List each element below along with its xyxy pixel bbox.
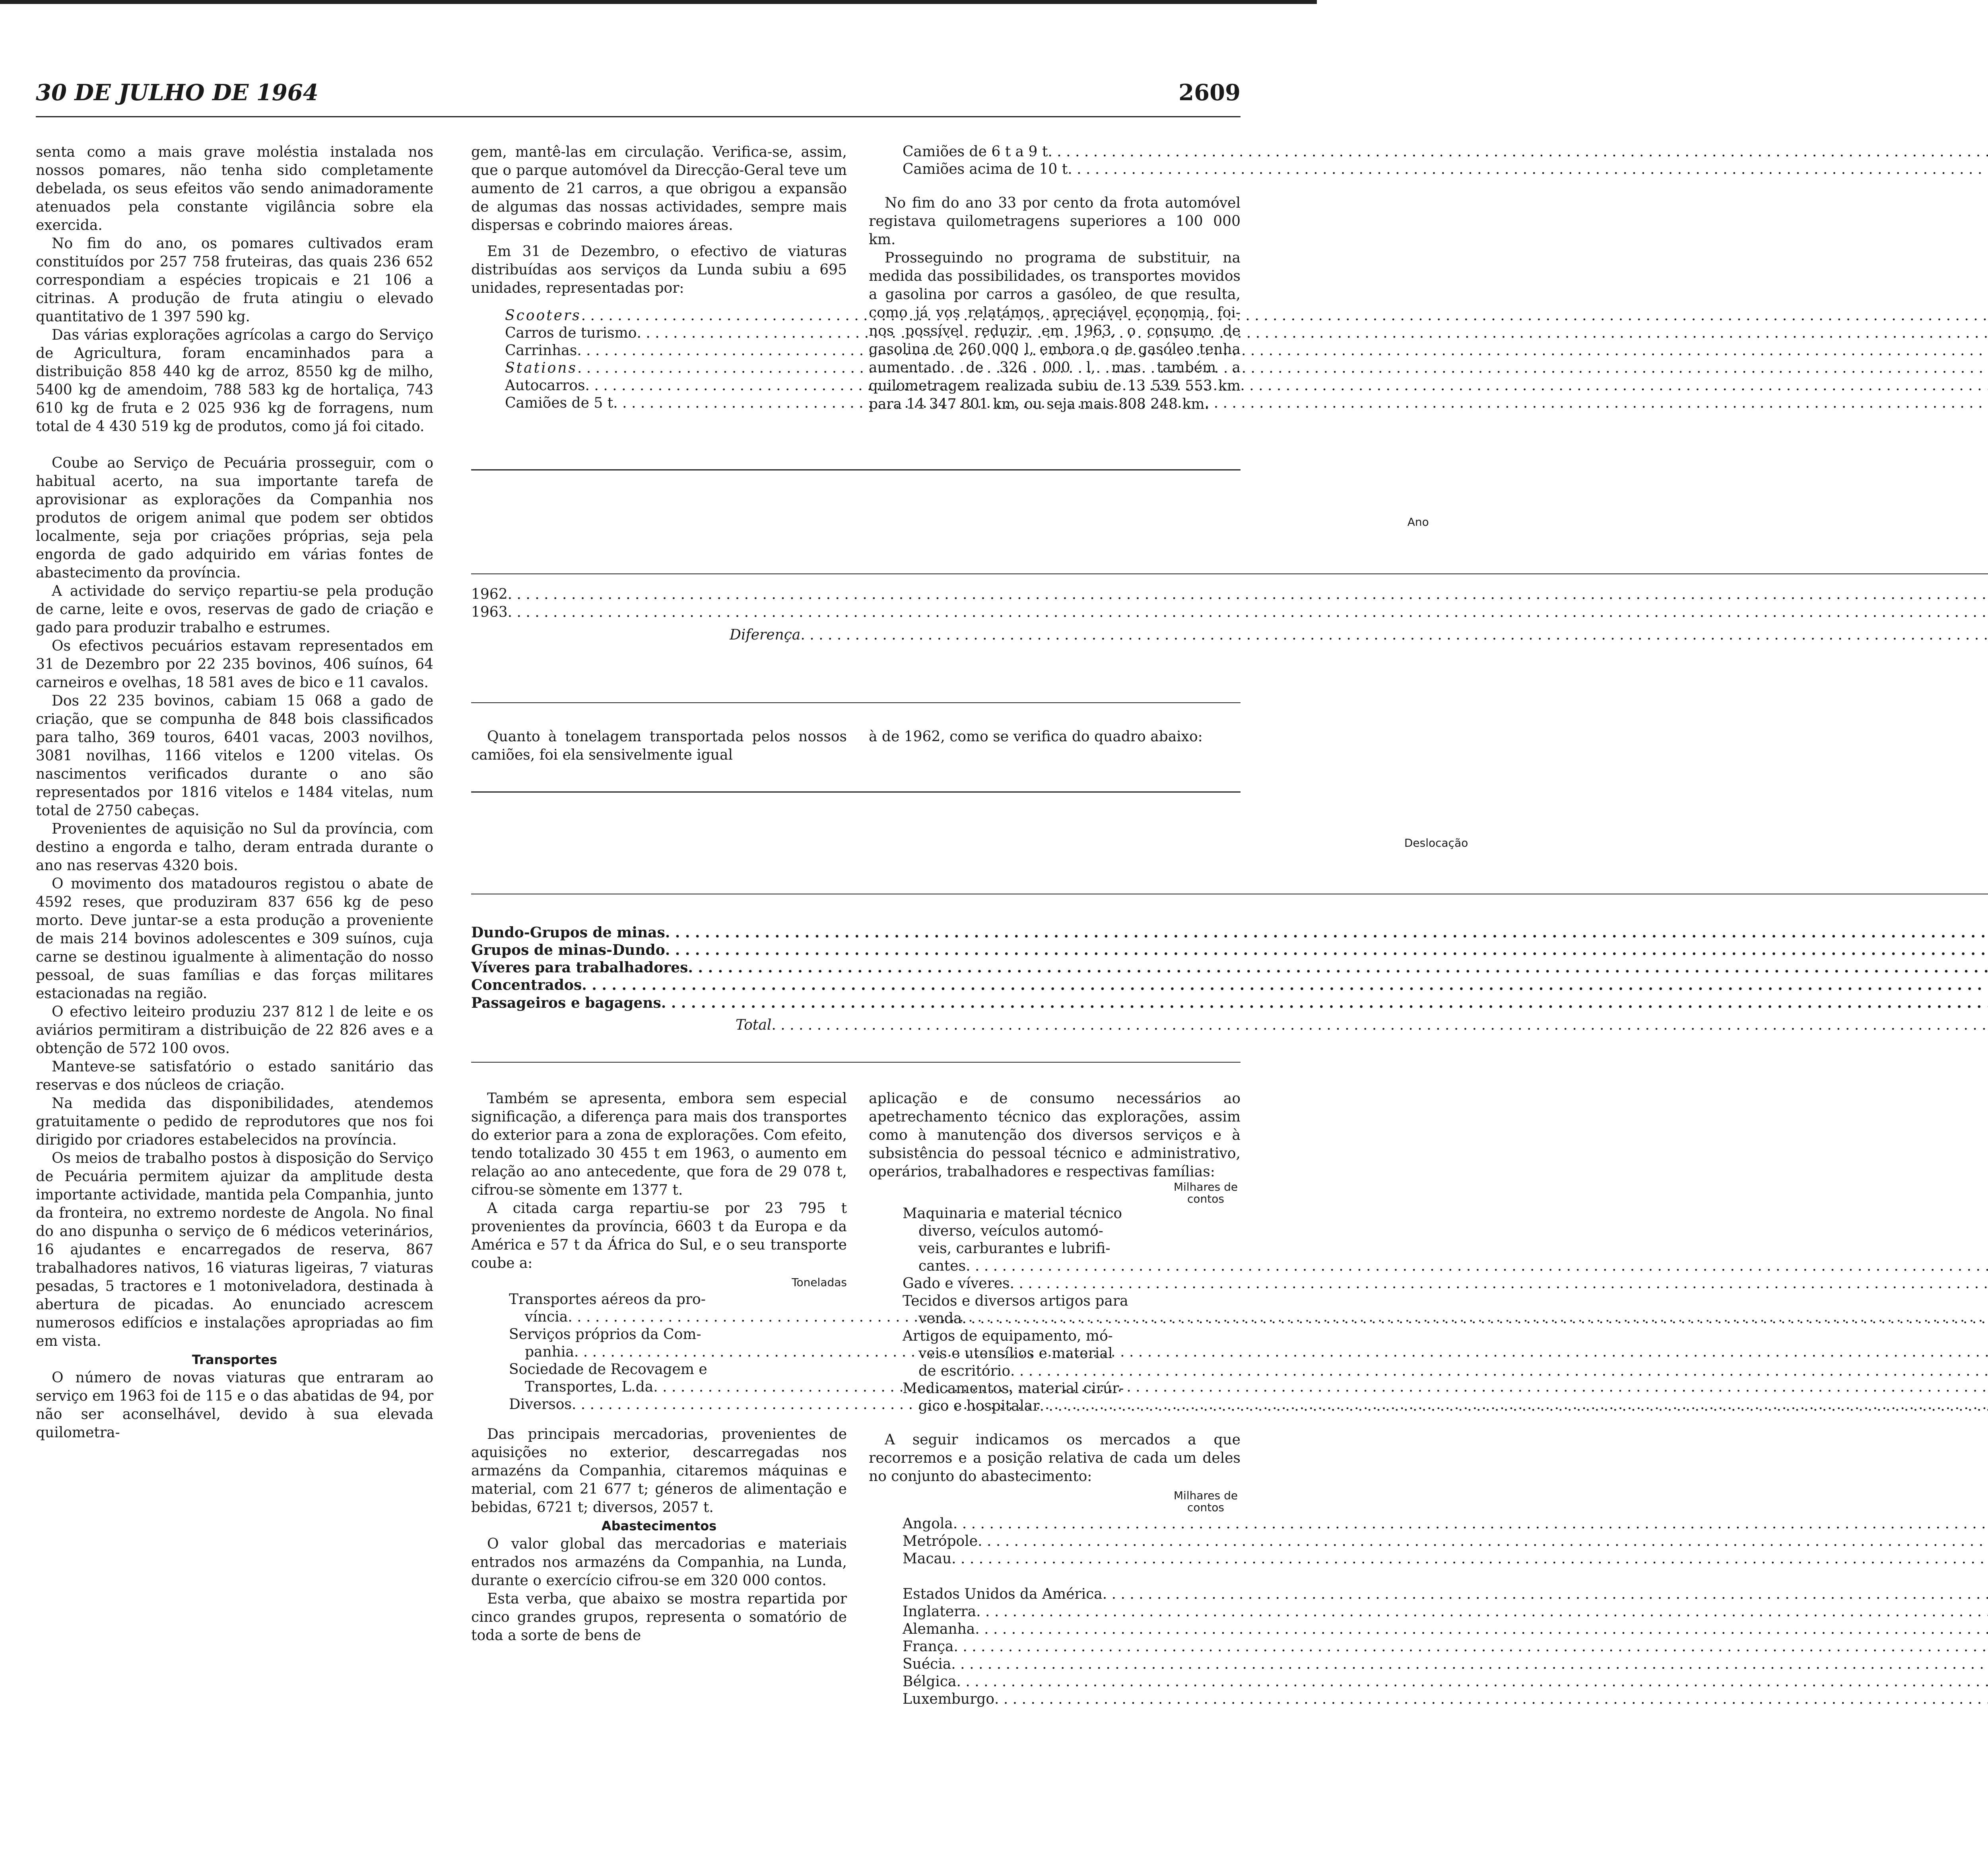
table-row: Passageiros e bagagens . . . bbox=[471, 994, 1988, 1012]
list-item: de escritório . . . bbox=[903, 1362, 1988, 1380]
paragraph: No fim do ano, os pomares cultivados eram constituídos por 257 758 fruteiras, das quais 236 652 correspondiam a espécies tropicais e 21 106 a citrinas. A produção de fruta atingiu o elevado quantitativo de 1 397 590 kg. bbox=[36, 235, 433, 325]
list-item: Transportes, L.da . . . bbox=[509, 1378, 1988, 1396]
list-item: Camiões acima de 10 t . . . bbox=[903, 161, 1988, 178]
list-item: cantes . . . bbox=[903, 1257, 1988, 1275]
list-item: Autocarros . . . bbox=[505, 377, 1988, 395]
column-2-bottom bbox=[471, 1090, 847, 1645]
paragraph: O efectivo leiteiro produziu 237 812 l de leite e os aviários permitiram a distribuição de 22 826 aves e a obtenção de 572 100 ovos. bbox=[36, 1004, 433, 1057]
tonelagem-right bbox=[869, 728, 1241, 746]
list-item: Sociedade de Recovagem e bbox=[509, 1361, 707, 1378]
paragraph: Esta verba, que abaixo se mostra repartida por cinco grandes grupos, representa o somatório de toda a sorte de bens de bbox=[471, 1591, 847, 1644]
paragraph: A actividade do serviço repartiu-se pela produção de carne, leite e ovos, reservas de gado de criação e gado para produzir trabalho e estrumes. bbox=[36, 583, 433, 636]
header-date: 30 DE JULHO DE 1964 bbox=[36, 80, 318, 106]
paragraph: Coube ao Serviço de Pecuária prosseguir, com o habitual acerto, na sua importante tarefa de aprovisionar as explorações da Companhia nos produtos de origem animal que podem ser obtidos localmente, seja por criações próprias, seja pela engorda de gado adquirido em várias fontes de abastecimento da província. bbox=[36, 455, 433, 581]
list-item: venda . . . bbox=[903, 1310, 1988, 1327]
column-3-top bbox=[869, 143, 1241, 414]
page-header bbox=[36, 80, 1241, 107]
paragraph: senta como a mais grave moléstia instalada nos nossos pomares, não tenha sido completamente debelada, os seus efeitos vão sendo animadoramente atenuados pela constante vigilância sobre ela exercida. bbox=[36, 144, 433, 233]
column-2-top bbox=[471, 143, 847, 412]
section-title-abastecimentos: Abastecimentos bbox=[601, 1518, 717, 1533]
paragraph: gem, mantê-las em circulação. Verifica-se, assim, que o parque automóvel da Direcção-Geral teve um aumento de 21 carros, a que obrigou a expansão de algumas das nossas actividades, sempre mais dispersas e cobrindo maiores áreas. bbox=[471, 144, 847, 233]
table-row-total: Total . . . bbox=[471, 1012, 1988, 1039]
list-item: Serviços próprios da Com- bbox=[509, 1326, 701, 1343]
markets-list bbox=[903, 1515, 1988, 1708]
table-row: Grupos de minas-Dundo . . . bbox=[471, 941, 1988, 959]
list-item: Tecidos e diversos artigos para bbox=[903, 1293, 1128, 1309]
top-scan-edge bbox=[0, 0, 1317, 4]
vehicle-list-cont bbox=[903, 143, 1988, 178]
list-item: Medicamentos, material cirúr- bbox=[903, 1380, 1124, 1397]
paragraph: Também se apresenta, embora sem especial significação, a diferença para mais dos transportes do exterior para a zona de explorações. Com efeito, tendo totalizado 30 455 t em 1963, o aumento em relação ao ano antecedente, que fora de 29 078 t, cifrou-se sòmente em 1377 t. bbox=[471, 1090, 847, 1198]
list-item: Camiões de 6 t a 9 t . . . bbox=[903, 143, 1988, 161]
paragraph: O número de novas viaturas que entraram ao serviço em 1963 foi de 115 e o das abatidas de 94, por não ser aconselhável, devido à sua elevada quilometra- bbox=[36, 1370, 433, 1441]
paragraph: Dos 22 235 bovinos, cabiam 15 068 a gado de criação, que se compunha de 848 bois classificados para talho, 369 touros, 6401 vacas, 2003 novilhos, 3081 novilhas, 1166 vitelos e 1200 vitelas. Os nascimentos verificados durante o ano são representados por 1816 vitelos e 1484 vitelas, num total de 2750 cabeças. bbox=[36, 693, 433, 819]
column-1 bbox=[36, 143, 433, 1442]
section-title-transportes: Transportes bbox=[192, 1352, 278, 1367]
page-number: 2609 bbox=[1178, 80, 1241, 106]
list-item: Suécia . . . bbox=[903, 1656, 1988, 1673]
paragraph: Das várias explorações agrícolas a cargo do Serviço de Agricultura, foram encaminhados para a distribuição 858 440 kg de arroz, 8550 kg de milho, 5400 kg de amendoim, 788 583 kg de hortaliça, 743 610 kg de fruta e 2 025 936 kg de forragens, num total de 4 430 519 kg de produtos, como já foi citado. bbox=[36, 327, 433, 435]
table-row: 1963 . . . bbox=[471, 603, 1988, 621]
list-item: Metrópole . . . bbox=[903, 1533, 1988, 1550]
paragraph: aplicação e de consumo necessários ao apetrechamento técnico das explorações, assim como à manutenção dos diversos serviços e à subsistência do pessoal técnico e administrativo, operários, trabalhadores e respectivas famílias: bbox=[869, 1090, 1241, 1180]
table-row: Víveres para trabalhadores . . . bbox=[471, 959, 1988, 976]
list-item: diverso, veículos automó- bbox=[918, 1223, 1103, 1239]
paragraph: Prosseguindo no programa de substituir, na medida das possibilidades, os transportes movidos a gasolina por carros a gasóleo, de que resulta, como já vos relatámos, apreciável economia, foi-nos possível reduzir, em 1963, o consumo de gasolina de 260 000 l, embora o de gasóleo tenha aumentado de 326 000 l, mas também a quilometragem realizada subiu de 13 539 553 km para 14 347 801 km, ou seja mais 808 248 km. bbox=[869, 250, 1241, 412]
tonelagem-left bbox=[471, 728, 847, 764]
list-item: víncia . . . bbox=[509, 1308, 1988, 1326]
list-item: Alemanha . . . bbox=[903, 1621, 1988, 1638]
column-header: Ano bbox=[471, 470, 1988, 574]
list-item: Macau . . . bbox=[903, 1550, 1988, 1568]
carga-table bbox=[471, 793, 1988, 1039]
list-item: Artigos de equipamento, mó- bbox=[903, 1328, 1113, 1344]
paragraph: O movimento dos matadouros registou o abate de 4592 reses, que produziram 837 656 kg de peso morto. Deve juntar-se a esta produção a proveniente de mais 214 bovinos adolescentes e 309 suínos, cuja carne se destinou igualmente à alimentação do nosso pessoal, de suas famílias e das forças militares estacionadas na região. bbox=[36, 876, 433, 1002]
list-item: Maquinaria e material técnico bbox=[903, 1205, 1122, 1222]
table-row: 1962 . . . bbox=[471, 586, 1988, 603]
list-item: Diversos . . . bbox=[509, 1396, 1988, 1413]
paragraph: No fim do ano 33 por cento da frota automóvel registava quilometragens superiores a 100 000 km. bbox=[869, 195, 1241, 248]
table-row-diferenca: Diferença . . . bbox=[471, 621, 1988, 649]
column-header: Deslocação bbox=[471, 793, 1988, 894]
list-item: Inglaterra . . . bbox=[903, 1603, 1988, 1621]
paragraph: A seguir indicamos os mercados a que recorremos e a posição relativa de cada um deles no conjunto do abastecimento: bbox=[869, 1432, 1241, 1485]
paragraph: Os efectivos pecuários estavam representados em 31 de Dezembro por 22 235 bovinos, 406 suínos, 64 carneiros e ovelhas, 18 581 aves de bico e 11 cavalos. bbox=[36, 638, 433, 691]
table-row: Dundo-Grupos de minas . . . bbox=[471, 924, 1988, 941]
table-row: Concentrados . . . bbox=[471, 976, 1988, 994]
column-3-bottom bbox=[869, 1090, 1241, 1708]
list-item: Bélgica . . . bbox=[903, 1673, 1988, 1691]
paragraph: Provenientes de aquisição no Sul da província, com destino a engorda e talho, deram entrada durante o ano nas reservas 4320 bois. bbox=[36, 821, 433, 874]
table-bottom-rule bbox=[471, 702, 1241, 703]
table-bottom-rule bbox=[471, 1062, 1241, 1063]
paragraph: Os meios de trabalho postos à disposição do Serviço de Pecuária permitem ajuizar da amplitude desta importante actividade, mantida pela Companhia, junto da fronteira, no extremo nordeste de Angola. No final do ano dispunha o serviço de 6 médicos veterinários, 16 ajudantes e encarregados de reserva, 867 trabalhadores nativos, 16 viaturas ligeiras, 7 viaturas pesadas, 5 tractores e 1 motoniveladora, destinada à abertura de picadas. Ao enunciado acrescem numerosos edifícios e instalações apropriadas ao fim em vista. bbox=[36, 1150, 433, 1349]
list-item: Carrinhas . . . bbox=[505, 342, 1988, 360]
list-item: Stations . . . bbox=[505, 360, 1988, 377]
paragraph: Na medida das disponibilidades, atendemos gratuitamente o pedido de reprodutores que nos foi dirigido por criadores estabelecidos na província. bbox=[36, 1095, 433, 1148]
paragraph: Em 31 de Dezembro, o efectivo de viaturas distribuídas aos serviços da Lunda subiu a 695 unidades, representadas por: bbox=[471, 243, 847, 296]
list-item: veis, carburantes e lubrifi- bbox=[918, 1240, 1110, 1257]
unit-label: Toneladas bbox=[792, 1276, 847, 1289]
paragraph: à de 1962, como se verifica do quadro abaixo: bbox=[869, 729, 1203, 745]
list-item: panhia . . . bbox=[509, 1343, 1988, 1361]
paragraph: O valor global das mercadorias e materiais entrados nos armazéns da Companhia, na Lunda, durante o exercício cifrou-se em 320 000 contos. bbox=[471, 1536, 847, 1589]
consumo-table bbox=[471, 470, 1988, 649]
goods-group-list bbox=[903, 1205, 1988, 1415]
list-item: gico e hospitalar . . . bbox=[903, 1397, 1988, 1415]
paragraph: Das principais mercadorias, provenientes de aquisições no exterior, descarregadas nos armazéns da Companhia, citaremos máquinas e material, com 21 677 t; géneros de alimentação e bebidas, 6721 t; diversos, 2057 t. bbox=[471, 1426, 847, 1516]
paragraph: A citada carga repartiu-se por 23 795 t provenientes da província, 6603 t da Europa e da América e 57 t da África do Sul, e o seu transporte coube a: bbox=[471, 1200, 847, 1271]
list-item: Camiões de 5 t . . . bbox=[505, 395, 1988, 412]
header-rule bbox=[36, 116, 1241, 117]
list-item: Scooters . . . bbox=[505, 307, 1988, 325]
vehicle-list bbox=[505, 307, 1988, 412]
paragraph: Quanto à tonelagem transportada pelos nossos camiões, foi ela sensivelmente igual bbox=[471, 729, 847, 763]
unit-label: Milhares de contos bbox=[1173, 1489, 1238, 1514]
list-item: França . . . bbox=[903, 1638, 1988, 1656]
paragraph: Manteve-se satisfatório o estado sanitário das reservas e dos núcleos de criação. bbox=[36, 1059, 433, 1093]
list-item: Carros de turismo . . . bbox=[505, 325, 1988, 342]
list-item: Gado e víveres . . . bbox=[903, 1275, 1988, 1292]
list-item: Luxemburgo . . . bbox=[903, 1691, 1988, 1708]
list-item-subtotal bbox=[903, 1568, 1988, 1586]
list-item: Transportes aéreos da pro- bbox=[509, 1291, 706, 1308]
list-item: Estados Unidos da América . . . bbox=[903, 1586, 1988, 1603]
unit-label: Milhares de contos bbox=[1173, 1180, 1238, 1205]
list-item: veis e utensílios e material bbox=[918, 1345, 1113, 1362]
list-item: Angola . . . bbox=[903, 1515, 1988, 1533]
